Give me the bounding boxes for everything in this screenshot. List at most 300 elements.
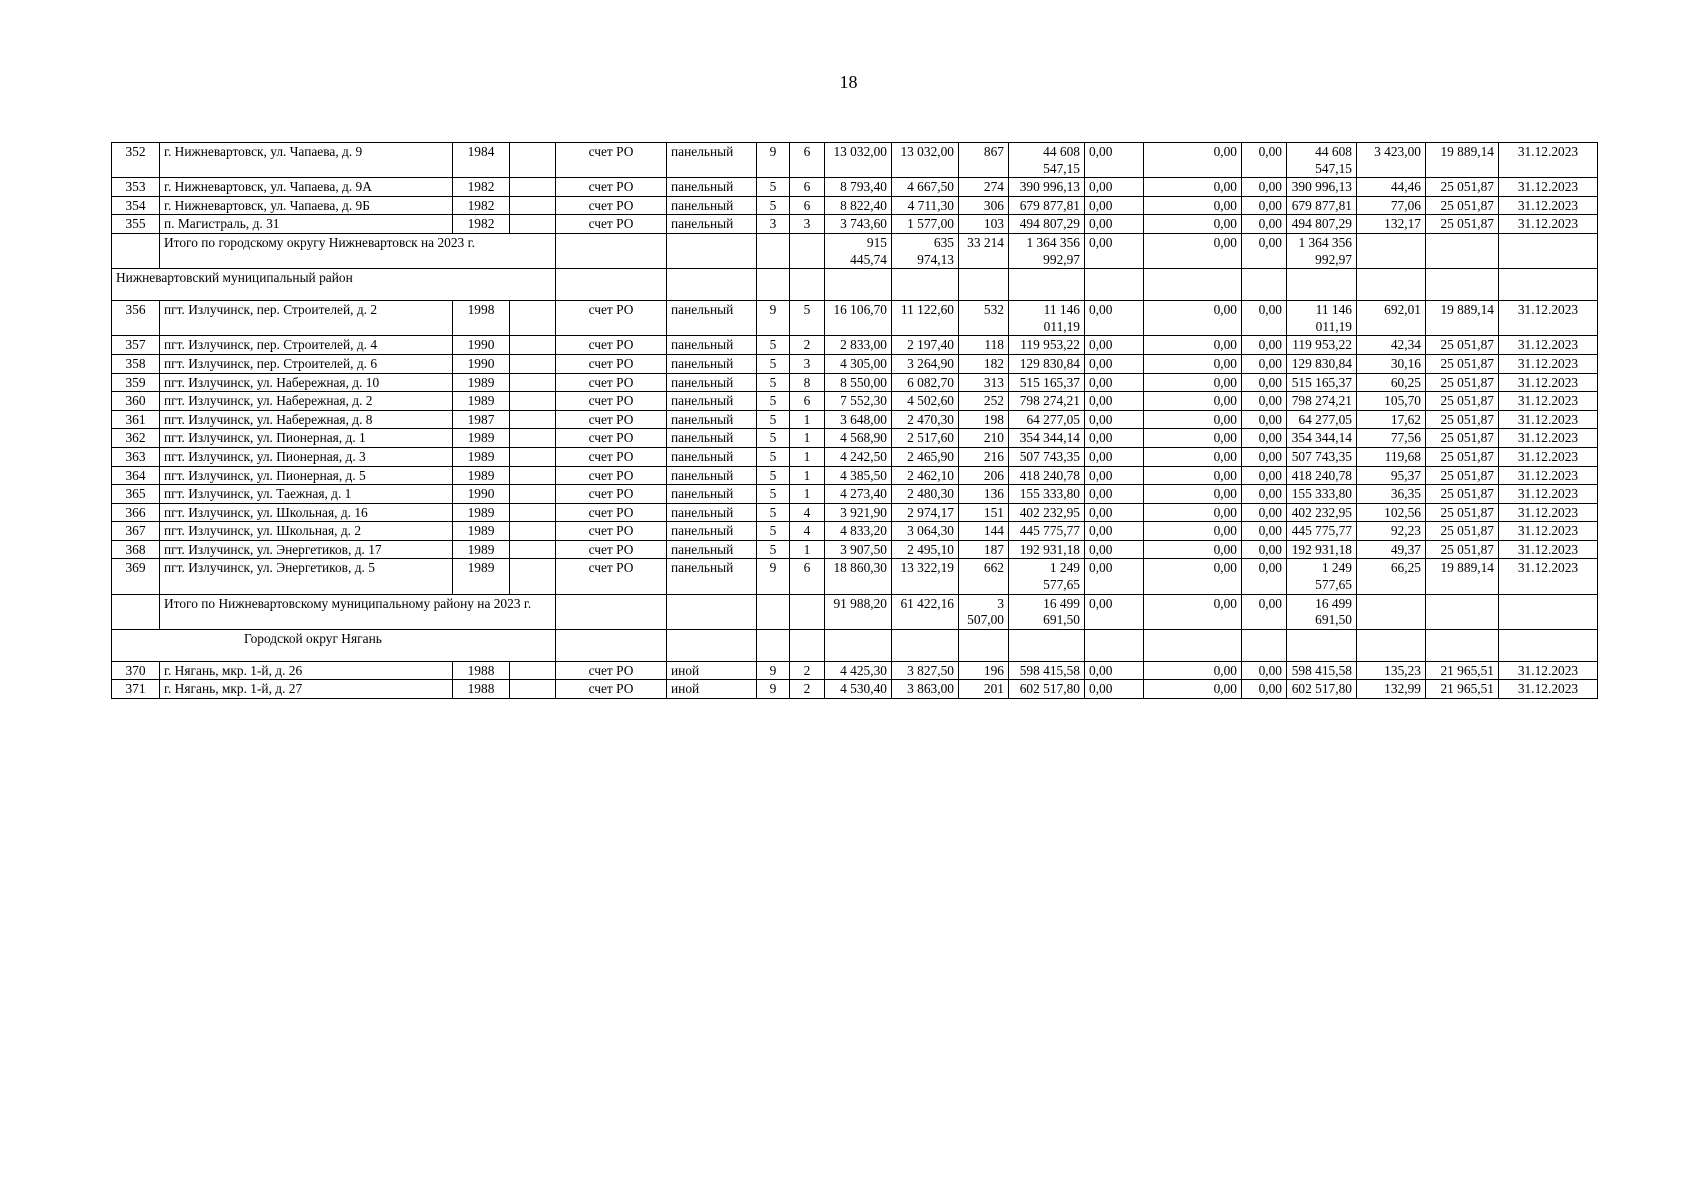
cell-floors: 9 (757, 143, 790, 178)
cell-area-living: 6 082,70 (892, 373, 959, 392)
cell-value-2: 0,00 (1144, 594, 1242, 629)
cell-date: 31.12.2023 (1499, 485, 1598, 504)
cell-total: 798 274,21 (1287, 392, 1357, 411)
cell-value-2: 0,00 (1144, 196, 1242, 215)
cell-entrances: 5 (790, 301, 825, 336)
cell-value-1: 0,00 (1085, 392, 1144, 411)
table-row (112, 559, 1598, 594)
cell-address: пгт. Излучинск, ул. Пионерная, д. 5 (160, 466, 453, 485)
cell-wall-material: панельный (667, 336, 757, 355)
cell-cost: 16 499 691,50 (1009, 594, 1085, 629)
cell-empty (510, 503, 556, 522)
cell-floors: 5 (757, 485, 790, 504)
cell-empty (1085, 629, 1144, 661)
cell-area-total: 4 242,50 (825, 447, 892, 466)
cell-total: 64 277,05 (1287, 410, 1357, 429)
cell-date: 31.12.2023 (1499, 336, 1598, 355)
cell-area-total: 7 552,30 (825, 392, 892, 411)
cell-fund-method: счет РО (556, 215, 667, 234)
table-row (112, 466, 1598, 485)
cell-number: 356 (112, 301, 160, 336)
cell-number: 361 (112, 410, 160, 429)
cell-area-living: 13 032,00 (892, 143, 959, 178)
cell-value-1: 0,00 (1085, 503, 1144, 522)
cell-year: 1990 (453, 485, 510, 504)
cell-floors: 5 (757, 336, 790, 355)
section-row (112, 269, 1598, 301)
cell-empty (510, 522, 556, 541)
cell-entrances: 3 (790, 354, 825, 373)
cell-date: 31.12.2023 (1499, 196, 1598, 215)
cell-entrances: 6 (790, 196, 825, 215)
cell-empty (510, 215, 556, 234)
cell-empty (510, 178, 556, 197)
cell-address: п. Магистраль, д. 31 (160, 215, 453, 234)
cell-value-1: 0,00 (1085, 233, 1144, 268)
cell-residents: 313 (959, 373, 1009, 392)
cell-value-3: 0,00 (1242, 410, 1287, 429)
cell-area-total: 3 648,00 (825, 410, 892, 429)
cell-per-sq-m: 102,56 (1357, 503, 1426, 522)
cell-empty (959, 269, 1009, 301)
cell-date: 31.12.2023 (1499, 466, 1598, 485)
cell-empty (510, 466, 556, 485)
cell-fund-method: счет РО (556, 410, 667, 429)
table-row (112, 336, 1598, 355)
cell-year: 1990 (453, 336, 510, 355)
cell-fund-method: счет РО (556, 143, 667, 178)
cell-date: 31.12.2023 (1499, 178, 1598, 197)
cell-year: 1982 (453, 178, 510, 197)
cell-wall-material: панельный (667, 373, 757, 392)
cell-fund-method: счет РО (556, 392, 667, 411)
cell-wall-material: панельный (667, 392, 757, 411)
table-body (112, 143, 1598, 699)
cell-total: 445 775,77 (1287, 522, 1357, 541)
section-title: Нижневартовский муниципальный район (112, 269, 556, 301)
cell-date: 31.12.2023 (1499, 301, 1598, 336)
cell-total: 11 146 011,19 (1287, 301, 1357, 336)
cell-max-cost: 21 965,51 (1426, 661, 1499, 680)
table-row (112, 178, 1598, 197)
cell-address: пгт. Излучинск, ул. Пионерная, д. 1 (160, 429, 453, 448)
cell-fund-method: счет РО (556, 466, 667, 485)
cell-year: 1987 (453, 410, 510, 429)
cell-value-1: 0,00 (1085, 215, 1144, 234)
cell-empty (510, 661, 556, 680)
cell-value-2: 0,00 (1144, 429, 1242, 448)
cell-residents: 33 214 (959, 233, 1009, 268)
cell-year: 1988 (453, 680, 510, 699)
cell-floors: 5 (757, 447, 790, 466)
cell-entrances: 2 (790, 336, 825, 355)
cell-area-total: 4 833,20 (825, 522, 892, 541)
cell-number: 362 (112, 429, 160, 448)
cell-max-cost: 25 051,87 (1426, 196, 1499, 215)
cell-address: г. Нягань, мкр. 1-й, д. 26 (160, 661, 453, 680)
cell-residents: 196 (959, 661, 1009, 680)
cell-cost: 64 277,05 (1009, 410, 1085, 429)
cell-entrances: 1 (790, 429, 825, 448)
table-row (112, 143, 1598, 178)
cell-area-living: 2 465,90 (892, 447, 959, 466)
cell-fund-method: счет РО (556, 559, 667, 594)
table-row (112, 392, 1598, 411)
cell-empty (510, 373, 556, 392)
cell-value-1: 0,00 (1085, 178, 1144, 197)
cell-date: 31.12.2023 (1499, 680, 1598, 699)
cell-wall-material: панельный (667, 540, 757, 559)
cell-empty (510, 447, 556, 466)
cell-fund-method: счет РО (556, 447, 667, 466)
cell-area-total: 4 305,00 (825, 354, 892, 373)
cell-wall-material: панельный (667, 559, 757, 594)
cell-entrances: 6 (790, 559, 825, 594)
cell-empty (1009, 269, 1085, 301)
cell-area-living: 13 322,19 (892, 559, 959, 594)
cell-area-total: 4 568,90 (825, 429, 892, 448)
cell-empty (1426, 629, 1499, 661)
page-number: 18 (839, 72, 858, 92)
cell-max-cost: 25 051,87 (1426, 485, 1499, 504)
cell-cost: 1 364 356 992,97 (1009, 233, 1085, 268)
cell-max-cost: 25 051,87 (1426, 540, 1499, 559)
cell-empty (510, 410, 556, 429)
cell-fund-method: счет РО (556, 522, 667, 541)
cell-wall-material: панельный (667, 522, 757, 541)
cell-year: 1989 (453, 447, 510, 466)
cell-entrances: 1 (790, 540, 825, 559)
total-label: Итого по городскому округу Нижневартовск на 2023 г. (160, 233, 556, 268)
cell-per-sq-m: 135,23 (1357, 661, 1426, 680)
cell-value-1: 0,00 (1085, 196, 1144, 215)
cell-empty (1426, 233, 1499, 268)
cell-floors: 9 (757, 559, 790, 594)
cell-per-sq-m: 3 423,00 (1357, 143, 1426, 178)
cell-value-1: 0,00 (1085, 447, 1144, 466)
cell-value-2: 0,00 (1144, 522, 1242, 541)
cell-entrances: 1 (790, 447, 825, 466)
cell-fund-method: счет РО (556, 178, 667, 197)
cell-empty (1287, 629, 1357, 661)
cell-number: 366 (112, 503, 160, 522)
table-row (112, 680, 1598, 699)
cell-residents: 144 (959, 522, 1009, 541)
cell-floors: 5 (757, 540, 790, 559)
cell-max-cost: 19 889,14 (1426, 143, 1499, 178)
cell-empty (1242, 629, 1287, 661)
cell-date: 31.12.2023 (1499, 522, 1598, 541)
cell-cost: 507 743,35 (1009, 447, 1085, 466)
cell-max-cost: 25 051,87 (1426, 447, 1499, 466)
cell-max-cost: 25 051,87 (1426, 466, 1499, 485)
cell-address: г. Нижневартовск, ул. Чапаева, д. 9А (160, 178, 453, 197)
cell-address: пгт. Излучинск, ул. Пионерная, д. 3 (160, 447, 453, 466)
cell-fund-method: счет РО (556, 540, 667, 559)
cell-number: 355 (112, 215, 160, 234)
cell-entrances: 2 (790, 661, 825, 680)
cell-entrances: 8 (790, 373, 825, 392)
cell-cost: 679 877,81 (1009, 196, 1085, 215)
cell-cost: 155 333,80 (1009, 485, 1085, 504)
cell-per-sq-m: 105,70 (1357, 392, 1426, 411)
cell-value-2: 0,00 (1144, 503, 1242, 522)
cell-total: 44 608 547,15 (1287, 143, 1357, 178)
cell-cost: 798 274,21 (1009, 392, 1085, 411)
cell-area-total: 3 907,50 (825, 540, 892, 559)
cell-cost: 445 775,77 (1009, 522, 1085, 541)
cell-entrances: 6 (790, 392, 825, 411)
cell-number: 352 (112, 143, 160, 178)
cell-fund-method: счет РО (556, 373, 667, 392)
cell-wall-material: иной (667, 661, 757, 680)
cell-empty (757, 269, 790, 301)
cell-empty (556, 594, 667, 629)
cell-number: 358 (112, 354, 160, 373)
cell-area-living: 3 827,50 (892, 661, 959, 680)
cell-area-total: 4 273,40 (825, 485, 892, 504)
register-table (111, 142, 1598, 699)
cell-value-1: 0,00 (1085, 485, 1144, 504)
cell-empty (510, 301, 556, 336)
cell-total: 679 877,81 (1287, 196, 1357, 215)
cell-value-2: 0,00 (1144, 143, 1242, 178)
cell-empty (510, 336, 556, 355)
cell-per-sq-m: 44,46 (1357, 178, 1426, 197)
cell-value-3: 0,00 (1242, 447, 1287, 466)
cell-fund-method: счет РО (556, 429, 667, 448)
table-row (112, 522, 1598, 541)
cell-empty (1357, 269, 1426, 301)
cell-max-cost: 25 051,87 (1426, 373, 1499, 392)
cell-year: 1982 (453, 196, 510, 215)
cell-empty (112, 233, 160, 268)
cell-area-living: 2 517,60 (892, 429, 959, 448)
cell-value-1: 0,00 (1085, 354, 1144, 373)
cell-empty (892, 629, 959, 661)
table-row (112, 196, 1598, 215)
cell-value-1: 0,00 (1085, 661, 1144, 680)
cell-value-3: 0,00 (1242, 680, 1287, 699)
cell-value-1: 0,00 (1085, 336, 1144, 355)
cell-empty (757, 594, 790, 629)
cell-value-3: 0,00 (1242, 503, 1287, 522)
cell-max-cost: 25 051,87 (1426, 215, 1499, 234)
cell-cost: 602 517,80 (1009, 680, 1085, 699)
cell-max-cost: 21 965,51 (1426, 680, 1499, 699)
cell-wall-material: панельный (667, 143, 757, 178)
cell-entrances: 1 (790, 466, 825, 485)
cell-entrances: 3 (790, 215, 825, 234)
cell-empty (510, 680, 556, 699)
cell-value-1: 0,00 (1085, 373, 1144, 392)
cell-per-sq-m: 66,25 (1357, 559, 1426, 594)
cell-value-3: 0,00 (1242, 429, 1287, 448)
cell-total: 515 165,37 (1287, 373, 1357, 392)
cell-value-2: 0,00 (1144, 447, 1242, 466)
cell-max-cost: 25 051,87 (1426, 410, 1499, 429)
cell-year: 1989 (453, 540, 510, 559)
cell-address: г. Нягань, мкр. 1-й, д. 27 (160, 680, 453, 699)
cell-residents: 187 (959, 540, 1009, 559)
cell-max-cost: 25 051,87 (1426, 429, 1499, 448)
cell-empty (1144, 629, 1242, 661)
cell-number: 354 (112, 196, 160, 215)
cell-area-living: 4 667,50 (892, 178, 959, 197)
cell-empty (112, 594, 160, 629)
cell-per-sq-m: 132,17 (1357, 215, 1426, 234)
cell-year: 1984 (453, 143, 510, 178)
cell-value-2: 0,00 (1144, 559, 1242, 594)
cell-empty (1499, 269, 1598, 301)
cell-floors: 5 (757, 196, 790, 215)
cell-value-3: 0,00 (1242, 143, 1287, 178)
cell-entrances: 1 (790, 410, 825, 429)
cell-address: пгт. Излучинск, ул. Набережная, д. 10 (160, 373, 453, 392)
cell-area-total: 4 385,50 (825, 466, 892, 485)
cell-value-2: 0,00 (1144, 354, 1242, 373)
cell-value-3: 0,00 (1242, 196, 1287, 215)
cell-number: 371 (112, 680, 160, 699)
cell-empty (1499, 629, 1598, 661)
cell-total: 16 499 691,50 (1287, 594, 1357, 629)
section-row (112, 629, 1598, 661)
cell-residents: 3 507,00 (959, 594, 1009, 629)
cell-total: 155 333,80 (1287, 485, 1357, 504)
cell-address: г. Нижневартовск, ул. Чапаева, д. 9 (160, 143, 453, 178)
cell-empty (892, 269, 959, 301)
cell-max-cost: 25 051,87 (1426, 354, 1499, 373)
cell-per-sq-m: 132,99 (1357, 680, 1426, 699)
cell-wall-material: иной (667, 680, 757, 699)
cell-cost: 44 608 547,15 (1009, 143, 1085, 178)
cell-number: 365 (112, 485, 160, 504)
cell-value-3: 0,00 (1242, 392, 1287, 411)
cell-wall-material: панельный (667, 485, 757, 504)
cell-cost: 515 165,37 (1009, 373, 1085, 392)
cell-fund-method: счет РО (556, 301, 667, 336)
cell-total: 1 249 577,65 (1287, 559, 1357, 594)
cell-date: 31.12.2023 (1499, 410, 1598, 429)
cell-max-cost: 25 051,87 (1426, 392, 1499, 411)
cell-floors: 5 (757, 178, 790, 197)
cell-year: 1989 (453, 466, 510, 485)
cell-date: 31.12.2023 (1499, 392, 1598, 411)
cell-residents: 151 (959, 503, 1009, 522)
cell-year: 1988 (453, 661, 510, 680)
cell-residents: 306 (959, 196, 1009, 215)
cell-wall-material: панельный (667, 447, 757, 466)
cell-date: 31.12.2023 (1499, 540, 1598, 559)
table-row (112, 661, 1598, 680)
cell-residents: 136 (959, 485, 1009, 504)
cell-cost: 494 807,29 (1009, 215, 1085, 234)
cell-empty (790, 629, 825, 661)
cell-cost: 119 953,22 (1009, 336, 1085, 355)
cell-year: 1989 (453, 373, 510, 392)
cell-per-sq-m: 77,06 (1357, 196, 1426, 215)
cell-per-sq-m: 49,37 (1357, 540, 1426, 559)
cell-value-1: 0,00 (1085, 410, 1144, 429)
cell-residents: 274 (959, 178, 1009, 197)
cell-area-total: 915 445,74 (825, 233, 892, 268)
cell-date: 31.12.2023 (1499, 215, 1598, 234)
cell-empty (1242, 269, 1287, 301)
table-row (112, 485, 1598, 504)
cell-per-sq-m: 30,16 (1357, 354, 1426, 373)
cell-area-total: 4 530,40 (825, 680, 892, 699)
cell-entrances: 6 (790, 143, 825, 178)
cell-fund-method: счет РО (556, 485, 667, 504)
cell-number: 364 (112, 466, 160, 485)
cell-wall-material: панельный (667, 196, 757, 215)
cell-empty (510, 354, 556, 373)
cell-total: 418 240,78 (1287, 466, 1357, 485)
cell-residents: 118 (959, 336, 1009, 355)
cell-number: 367 (112, 522, 160, 541)
cell-per-sq-m: 119,68 (1357, 447, 1426, 466)
cell-value-3: 0,00 (1242, 540, 1287, 559)
table-row (112, 410, 1598, 429)
cell-number: 359 (112, 373, 160, 392)
cell-year: 1990 (453, 354, 510, 373)
cell-empty (825, 629, 892, 661)
cell-date: 31.12.2023 (1499, 503, 1598, 522)
cell-empty (1357, 629, 1426, 661)
cell-empty (667, 629, 757, 661)
cell-value-2: 0,00 (1144, 178, 1242, 197)
cell-value-3: 0,00 (1242, 215, 1287, 234)
cell-wall-material: панельный (667, 301, 757, 336)
cell-year: 1989 (453, 503, 510, 522)
cell-per-sq-m: 95,37 (1357, 466, 1426, 485)
cell-total: 602 517,80 (1287, 680, 1357, 699)
cell-residents: 206 (959, 466, 1009, 485)
cell-max-cost: 19 889,14 (1426, 559, 1499, 594)
cell-number: 370 (112, 661, 160, 680)
cell-total: 129 830,84 (1287, 354, 1357, 373)
cell-value-2: 0,00 (1144, 373, 1242, 392)
cell-date: 31.12.2023 (1499, 661, 1598, 680)
cell-floors: 5 (757, 522, 790, 541)
cell-empty (1357, 594, 1426, 629)
cell-residents: 210 (959, 429, 1009, 448)
cell-address: пгт. Излучинск, ул. Энергетиков, д. 17 (160, 540, 453, 559)
cell-empty (510, 540, 556, 559)
cell-fund-method: счет РО (556, 354, 667, 373)
section-title: Городской округ Нягань (112, 629, 556, 661)
cell-wall-material: панельный (667, 503, 757, 522)
cell-value-2: 0,00 (1144, 336, 1242, 355)
cell-year: 1982 (453, 215, 510, 234)
cell-residents: 198 (959, 410, 1009, 429)
cell-per-sq-m: 42,34 (1357, 336, 1426, 355)
cell-address: г. Нижневартовск, ул. Чапаева, д. 9Б (160, 196, 453, 215)
cell-date: 31.12.2023 (1499, 143, 1598, 178)
cell-cost: 354 344,14 (1009, 429, 1085, 448)
cell-area-total: 4 425,30 (825, 661, 892, 680)
cell-area-total: 18 860,30 (825, 559, 892, 594)
cell-number: 353 (112, 178, 160, 197)
cell-number: 363 (112, 447, 160, 466)
cell-floors: 3 (757, 215, 790, 234)
cell-value-3: 0,00 (1242, 233, 1287, 268)
cell-area-total: 91 988,20 (825, 594, 892, 629)
cell-residents: 201 (959, 680, 1009, 699)
cell-address: пгт. Излучинск, пер. Строителей, д. 4 (160, 336, 453, 355)
cell-number: 369 (112, 559, 160, 594)
cell-entrances: 4 (790, 522, 825, 541)
